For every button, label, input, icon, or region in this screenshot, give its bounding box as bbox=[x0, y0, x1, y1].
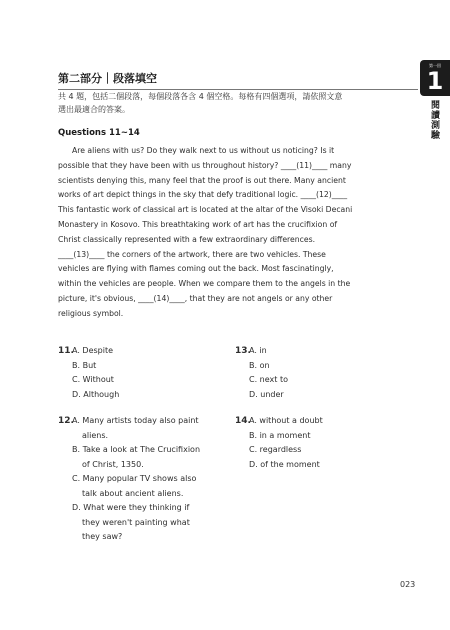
option-a-continued[interactable]: aliens. bbox=[82, 430, 109, 440]
option-a[interactable]: A. Despite bbox=[72, 346, 114, 355]
chapter-tab bbox=[420, 60, 450, 140]
chapter-label: 閱讀測驗 bbox=[429, 100, 439, 140]
option-d-continued[interactable]: they weren't painting what bbox=[82, 517, 190, 527]
chapter-tab-small-text: 第一回 bbox=[429, 63, 441, 68]
option-d[interactable]: D. under bbox=[249, 389, 284, 399]
option-d[interactable]: D. What were they thinking if bbox=[72, 503, 190, 512]
passage-line: This fantastic work of classical art is located at the altar of the Visoki Decani bbox=[58, 205, 353, 215]
question-13 bbox=[235, 346, 405, 416]
option-c[interactable]: C. next to bbox=[249, 375, 288, 384]
chapter-number: 1 bbox=[426, 67, 444, 95]
passage-line: Are aliens with us? Do they walk next to us without us noticing? Is it bbox=[72, 146, 335, 155]
question-number: 12. bbox=[58, 416, 74, 426]
option-c[interactable]: C. Many popular TV shows also bbox=[72, 474, 197, 483]
passage-line: vehicles are flying with flames coming out the back. Most fascinatingly, bbox=[58, 264, 334, 274]
option-b[interactable]: B. in a moment bbox=[249, 430, 311, 440]
passage-line: possible that they have been with us throughout history? ____(11)____ many bbox=[58, 160, 352, 170]
option-d[interactable]: D. of the moment bbox=[249, 459, 320, 469]
question-11 bbox=[58, 346, 228, 416]
option-a[interactable]: A. in bbox=[249, 346, 267, 355]
option-c[interactable]: C. Without bbox=[72, 375, 114, 384]
passage-line: ____(13)____ the corners of the artwork, there are two vehicles. These bbox=[58, 249, 326, 259]
passage-line: scientists denying this, many feel that the proof is out there. Many ancient bbox=[58, 175, 346, 185]
option-b[interactable]: B. on bbox=[249, 360, 270, 370]
option-a[interactable]: A. Many artists today also paint bbox=[72, 416, 199, 425]
instructions-line: 共 4 題，包括二個段落，每個段落各含 4 個空格。每格有四個選項，請依照文意 bbox=[58, 92, 343, 101]
option-c[interactable]: C. regardless bbox=[249, 445, 302, 454]
option-c-continued[interactable]: talk about ancient aliens. bbox=[82, 488, 184, 498]
option-b-continued[interactable]: of Christ, 1350. bbox=[82, 459, 144, 469]
instructions-line: 選出最適合的答案。 bbox=[58, 105, 130, 114]
question-number: 14. bbox=[235, 416, 251, 426]
option-a[interactable]: A. without a doubt bbox=[249, 416, 323, 425]
question-range-heading: Questions 11~14 bbox=[58, 128, 140, 138]
chapter-tab-box bbox=[420, 60, 450, 96]
instructions bbox=[58, 90, 420, 116]
question-14 bbox=[235, 416, 405, 486]
page-number: 023 bbox=[400, 580, 416, 589]
option-b[interactable]: B. Take a look at The Crucifixion bbox=[72, 445, 201, 454]
passage-line: within the vehicles are people. When we compare them to the angels in the bbox=[58, 279, 351, 289]
passage-line: Monastery in Kosovo. This breathtaking work of art has the crucifixion of bbox=[58, 219, 338, 229]
passage bbox=[58, 144, 420, 322]
passage-line: works of art depict things in the sky that defy traditional logic. ____(12)____ bbox=[58, 190, 348, 200]
option-d-continued[interactable]: they saw? bbox=[82, 532, 123, 541]
passage-line: Christ classically represented with a few extraordinary differences. bbox=[58, 234, 316, 244]
passage-line: religious symbol. bbox=[58, 308, 124, 318]
option-d[interactable]: D. Although bbox=[72, 389, 120, 399]
question-12 bbox=[58, 416, 233, 556]
passage-line: picture, it's obvious, ____(14)____, that they are not angels or any other bbox=[58, 293, 333, 303]
section-heading: 第二部分｜段落填空 bbox=[58, 70, 418, 90]
question-number: 11. bbox=[58, 346, 74, 356]
option-b[interactable]: B. But bbox=[72, 360, 97, 370]
question-number: 13. bbox=[235, 346, 251, 356]
